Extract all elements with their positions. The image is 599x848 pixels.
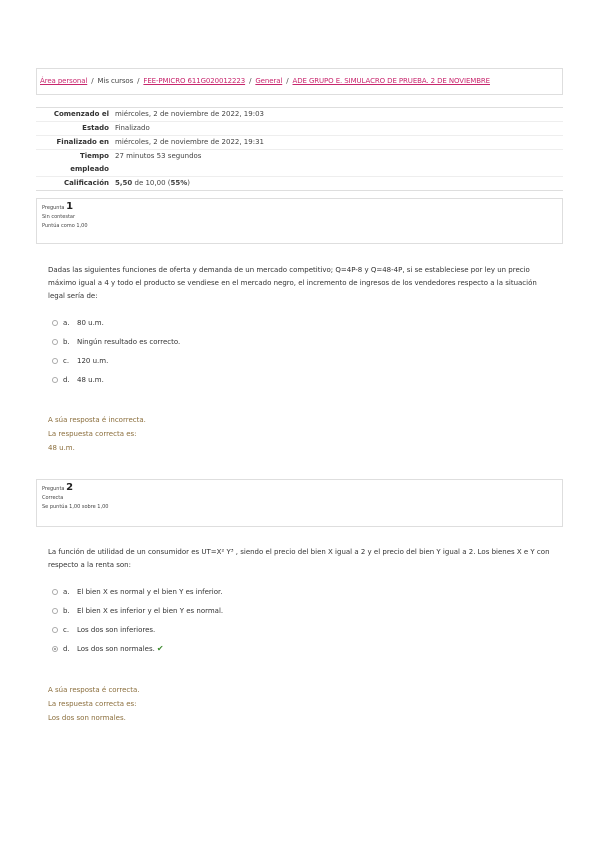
option-text: El bien X es inferior y el bien Y es normal. xyxy=(77,606,224,615)
summary-label: Comenzado el xyxy=(53,110,109,118)
grade-percent: 55% xyxy=(170,179,188,187)
question-text-2: La función de utilidad de un consumidor es UT=X² Y³ , siendo el precio del bien X igual a 2 y el precio del bien Y igual a 2. Los bienes X e Y con respecto a la renta son: xyxy=(48,548,550,569)
radio-button[interactable] xyxy=(52,377,58,383)
radio-button[interactable] xyxy=(52,320,58,326)
question-text-1: Dadas las siguientes funciones de oferta y demanda de un mercado competitivo; Q=4P-8 y Q=48-4P, si se estableciese por ley un precio máximo igual a 4 y todo el producto se vendiese en el mercado negro, el incremento de ingresos de los vendedores respecto a la situación legal sería de: xyxy=(48,266,537,300)
feedback-text: A súa resposta é incorrecta. xyxy=(48,416,146,424)
radio-button[interactable] xyxy=(52,589,58,595)
question-number: 2 xyxy=(66,482,74,493)
correct-answer-label: La respuesta correcta es: xyxy=(48,430,137,438)
grade-total: de 10,00 ( xyxy=(132,179,171,187)
summary-row-started xyxy=(36,108,563,122)
option-text: 48 u.m. xyxy=(77,375,104,384)
summary-row-grade xyxy=(36,177,563,190)
summary-value: Finalizado xyxy=(115,124,150,132)
question-number-line xyxy=(42,483,557,494)
correct-answer-text: 48 u.m. xyxy=(48,444,75,452)
option-text: 120 u.m. xyxy=(77,356,109,365)
answer-option-selected[interactable] xyxy=(52,639,223,658)
radio-button[interactable] xyxy=(52,627,58,633)
breadcrumb-separator: / xyxy=(249,77,252,85)
question-status: Sin contestar xyxy=(42,214,76,220)
option-text: Ningún resultado es correcto. xyxy=(77,337,181,346)
summary-label: Estado xyxy=(82,124,109,132)
breadcrumb-separator: / xyxy=(286,77,289,85)
option-letter: d. xyxy=(63,375,70,384)
summary-value xyxy=(115,177,563,190)
question-feedback-1 xyxy=(48,413,146,455)
answer-options-1 xyxy=(52,313,180,389)
correct-answer-label: La respuesta correcta es: xyxy=(48,700,137,708)
breadcrumb-link-course[interactable]: FEE-PMICRO 611G020012223 xyxy=(143,77,246,85)
summary-label: Tiempo empleado xyxy=(70,152,109,173)
summary-value: miércoles, 2 de noviembre de 2022, 19:03 xyxy=(115,110,264,118)
breadcrumb-separator: / xyxy=(91,77,94,85)
summary-value: 27 minutos 53 segundos xyxy=(115,152,202,160)
question-status: Correcta xyxy=(42,495,64,501)
breadcrumb-link-area-personal[interactable]: Área personal xyxy=(40,77,88,85)
option-letter: d. xyxy=(63,644,70,653)
option-letter: c. xyxy=(63,625,70,634)
answer-option[interactable] xyxy=(52,351,180,370)
grade-score: 5,50 xyxy=(115,179,133,187)
question-info-2 xyxy=(36,479,563,527)
radio-button[interactable] xyxy=(52,358,58,364)
answer-option[interactable] xyxy=(52,313,180,332)
option-text: Los dos son normales. xyxy=(77,644,155,653)
summary-row-state xyxy=(36,122,563,136)
attempt-summary-table xyxy=(36,107,563,191)
feedback-text: A súa resposta é correcta. xyxy=(48,686,140,694)
answer-option[interactable] xyxy=(52,601,223,620)
answer-option[interactable] xyxy=(52,582,223,601)
summary-value: miércoles, 2 de noviembre de 2022, 19:31 xyxy=(115,138,264,146)
option-letter: b. xyxy=(63,337,70,346)
check-icon: ✔ xyxy=(156,644,164,653)
breadcrumb-link-quiz[interactable]: ADE GRUPO E. SIMULACRO DE PRUEBA. 2 DE NOVIEMBRE xyxy=(292,77,490,85)
question-points: Puntúa como 1,00 xyxy=(42,223,88,229)
answer-option[interactable] xyxy=(52,332,180,351)
breadcrumb xyxy=(36,68,563,95)
answer-option[interactable] xyxy=(52,620,223,639)
question-info-1 xyxy=(36,198,563,244)
question-number: 1 xyxy=(66,201,74,212)
summary-row-time xyxy=(36,150,563,177)
radio-button-checked[interactable] xyxy=(52,646,58,652)
option-letter: a. xyxy=(63,318,70,327)
summary-label: Calificación xyxy=(63,179,109,187)
breadcrumb-item-mis-cursos: Mis cursos xyxy=(97,77,134,85)
question-prefix: Pregunta xyxy=(42,486,65,492)
question-number-line xyxy=(42,202,557,213)
question-feedback-2 xyxy=(48,683,139,725)
option-text: El bien X es normal y el bien Y es inferior. xyxy=(77,587,223,596)
option-text: Los dos son inferiores. xyxy=(77,625,156,634)
option-letter: b. xyxy=(63,606,70,615)
breadcrumb-separator: / xyxy=(137,77,140,85)
summary-label: Finalizado en xyxy=(56,138,109,146)
answer-option[interactable] xyxy=(52,370,180,389)
question-prefix: Pregunta xyxy=(42,205,65,211)
answer-options-2 xyxy=(52,582,223,658)
summary-row-finished xyxy=(36,136,563,150)
option-text: 80 u.m. xyxy=(77,318,104,327)
question-points: Se puntúa 1,00 sobre 1,00 xyxy=(42,504,109,510)
grade-close: ) xyxy=(187,179,190,187)
option-letter: c. xyxy=(63,356,70,365)
radio-button[interactable] xyxy=(52,339,58,345)
option-letter: a. xyxy=(63,587,70,596)
radio-button[interactable] xyxy=(52,608,58,614)
correct-answer-text: Los dos son normales. xyxy=(48,714,126,722)
breadcrumb-link-general[interactable]: General xyxy=(255,77,283,85)
